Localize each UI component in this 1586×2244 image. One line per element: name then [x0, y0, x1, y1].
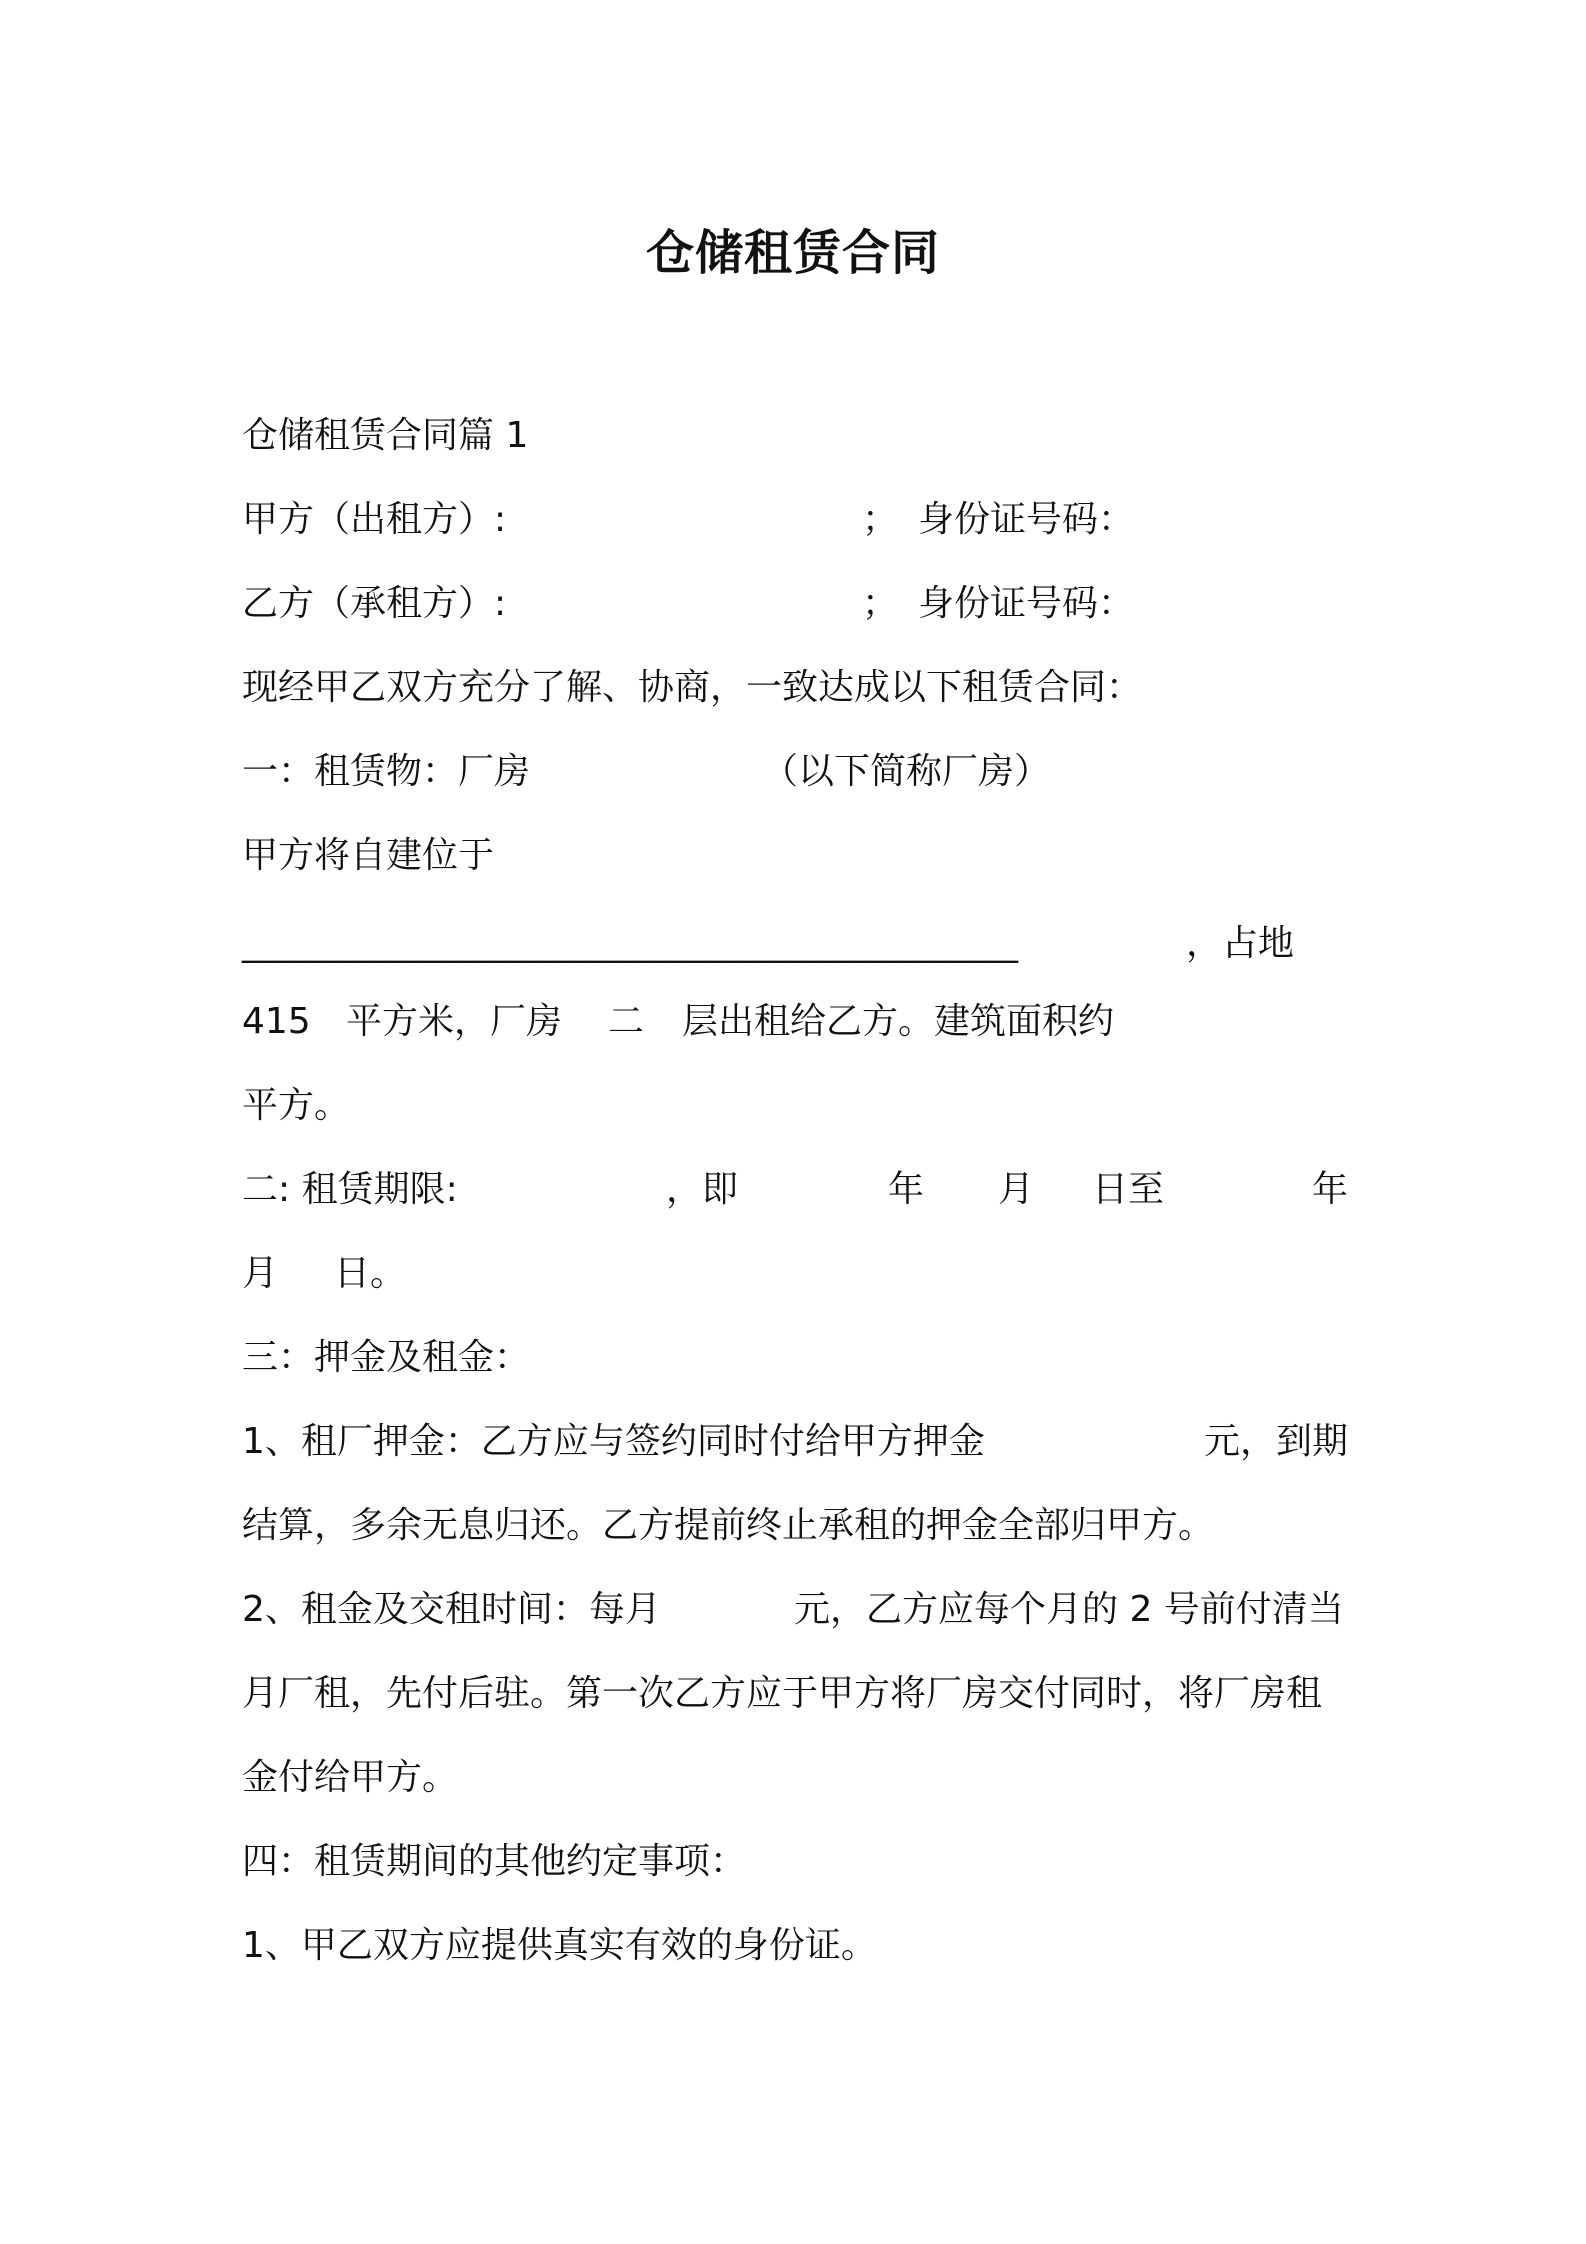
clause1-occupy: ，占地 [1186, 923, 1295, 964]
clause1-line [242, 748, 1342, 796]
party-b-id-label: 身份证号码： [918, 583, 1135, 624]
section-heading: 仓储租赁合同篇 1 [242, 415, 529, 456]
clause1-floor: 二 [608, 1001, 645, 1042]
clause2-day-to: 日至 [1092, 1169, 1165, 1210]
clause2-line [242, 1166, 1352, 1214]
clause3-deposit-part2: 元，到期 [1204, 1421, 1349, 1462]
clause2-line2 [242, 1250, 1342, 1298]
clause2-day2: 日。 [334, 1253, 407, 1294]
party-b-line [242, 580, 1342, 628]
party-b-label: 乙方（承租方）: [242, 583, 507, 624]
clause3-rent-part2: 元，乙方应每个月的 2 号前付清当 [794, 1589, 1344, 1630]
clause3-rent-line2: 月厂租，先付后驻。第一次乙方应于甲方将厂房交付同时，将厂房租 [242, 1673, 1323, 1714]
clause1-area-line [242, 998, 1342, 1046]
clause1-area-end: 平方。 [242, 1085, 351, 1126]
clause2-year1: 年 [888, 1169, 925, 1210]
clause3-rent-part1: 2、租金及交租时间：每月 [242, 1589, 661, 1630]
clause3-deposit-line [242, 1418, 1352, 1466]
party-a-separator: ； [862, 499, 899, 540]
clause1-abbrev: （以下简称厂房） [762, 751, 1051, 792]
intro-text: 现经甲乙双方充分了解、协商，一致达成以下租赁合同： [242, 667, 1143, 708]
clause1-underline-line [242, 920, 1352, 968]
clause3-deposit-line2: 结算，多余无息归还。乙方提前终止承租的押金全部归甲方。 [242, 1505, 1215, 1546]
clause2-year2: 年 [1312, 1169, 1349, 1210]
clause1-floor-text: 层出租给乙方。建筑面积约 [682, 1001, 1115, 1042]
clause3-heading: 三：押金及租金： [242, 1337, 531, 1378]
clause4-item1: 1、甲乙双方应提供真实有效的身份证。 [242, 1925, 877, 1966]
document-title: 仓储租赁合同 [645, 225, 940, 281]
clause3-rent-line3: 金付给甲方。 [242, 1757, 459, 1798]
clause3-rent-line [242, 1586, 1352, 1634]
clause1-area-value: 415 [242, 1001, 311, 1042]
clause2-month1: 月 [998, 1169, 1035, 1210]
party-b-separator: ； [862, 583, 899, 624]
clause2-label: 二: 租赁期限: [242, 1169, 458, 1210]
location-blank-underline: _______________________________________________ [242, 924, 1018, 964]
party-a-id-label: 身份证号码： [918, 499, 1135, 540]
party-a-line [242, 496, 1342, 544]
clause2-ji: ，即 [666, 1169, 739, 1210]
clause1-label: 一：租赁物：厂房 [242, 751, 531, 792]
clause2-month2: 月 [242, 1253, 279, 1294]
party-a-label: 甲方（出租方）: [242, 499, 507, 540]
clause3-deposit-part1: 1、租厂押金：乙方应与签约同时付给甲方押金 [242, 1421, 985, 1462]
clause1-area-unit: 平方米，厂房 [346, 1001, 563, 1042]
clause4-heading: 四：租赁期间的其他约定事项： [242, 1841, 747, 1882]
clause1-location-prefix: 甲方将自建位于 [242, 835, 495, 876]
